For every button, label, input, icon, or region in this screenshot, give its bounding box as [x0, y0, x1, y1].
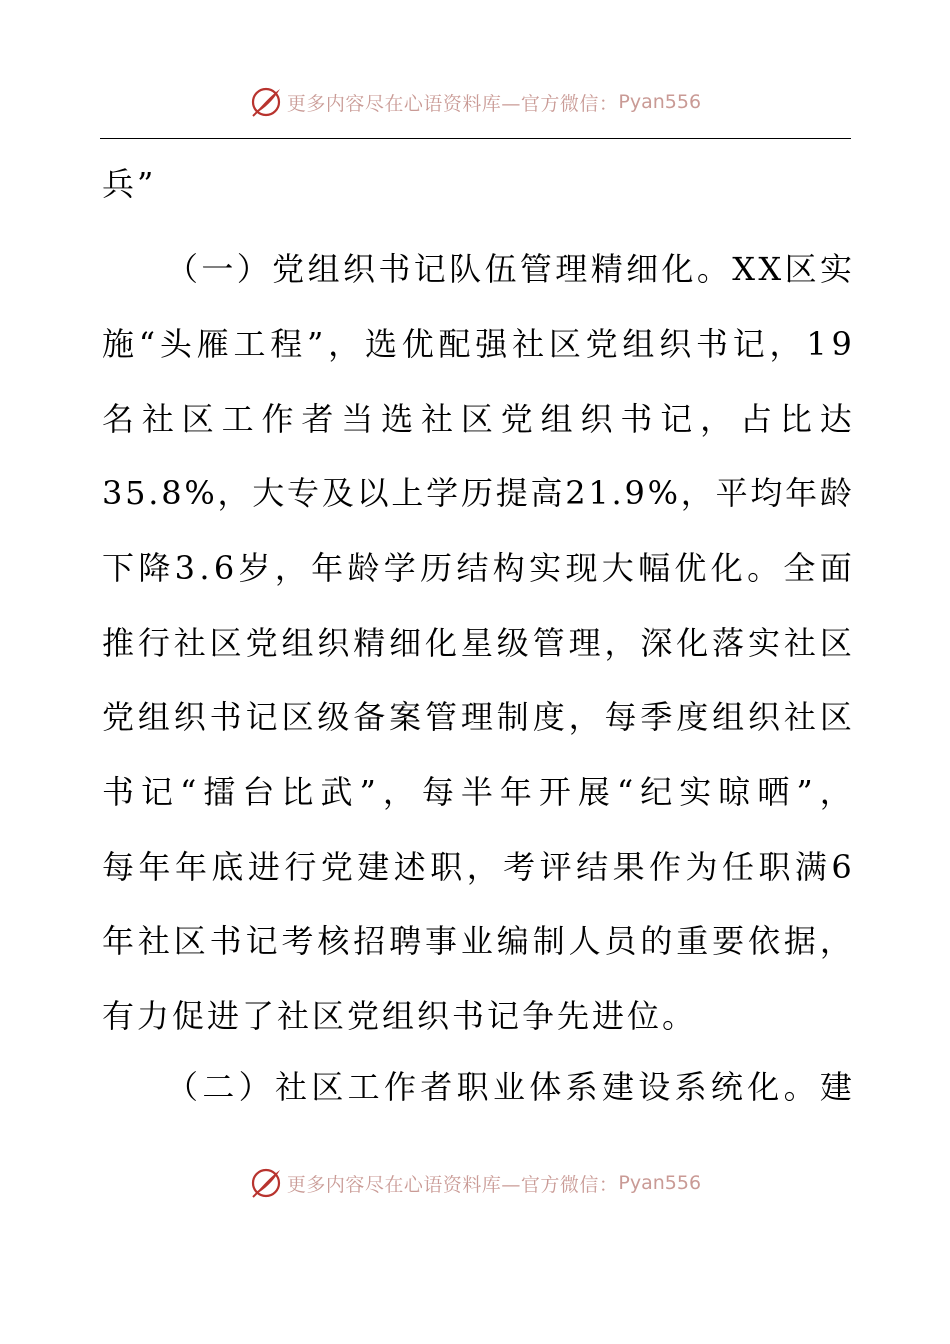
- banner-text: 更多内容尽在心语资料库—官方微信：: [286, 1173, 619, 1196]
- body-line: 党 组 织 书 记 区 级 备 案 管 理 制 度 ， 每 季 度 组 织 社 区: [102, 698, 852, 736]
- body-line: 施 “ 头 雁 工 程 ” ， 选 优 配 强 社 区 党 组 织 书 记 ， 1 9: [102, 325, 852, 363]
- quill-pen-logo-icon: [249, 1166, 283, 1200]
- wechat-id: Pyan556: [618, 91, 702, 113]
- body-line: 有力促进了社区党组织书记争先进位。: [102, 997, 698, 1035]
- wechat-id: Pyan556: [618, 1172, 702, 1194]
- body-line: 年 社 区 书 记 考 核 招 聘 事 业 编 制 人 员 的 重 要 依 据 ，: [102, 922, 852, 960]
- body-line: 每 年 年 底 进 行 党 建 述 职 ， 考 评 结 果 作 为 任 职 满 6: [102, 848, 852, 886]
- header-divider: [100, 138, 851, 139]
- body-line: 推 行 社 区 党 组 织 精 细 化 星 级 管 理 ， 深 化 落 实 社 区: [102, 624, 852, 662]
- section-heading-line: （ 一 ） 党 组 织 书 记 队 伍 管 理 精 细 化 。 X X 区 实: [166, 250, 852, 288]
- header-banner: [0, 82, 950, 122]
- body-line: 兵”: [102, 165, 157, 203]
- body-line: 书 记 “ 擂 台 比 武 ” ， 每 半 年 开 展 “ 纪 实 晾 晒 ” ，: [102, 773, 852, 811]
- footer-banner: [0, 1163, 950, 1203]
- body-line: 3 5 . 8 % ， 大 专 及 以 上 学 历 提 高 2 1 . 9 % ， 平 均 年 龄: [102, 474, 852, 512]
- banner-text: 更多内容尽在心语资料库—官方微信：: [286, 92, 619, 115]
- section-heading-line: （ 二 ） 社 区 工 作 者 职 业 体 系 建 设 系 统 化 。 建: [166, 1068, 852, 1106]
- body-line: 下 降 3 . 6 岁 ， 年 龄 学 历 结 构 实 现 大 幅 优 化 。 全 面: [102, 549, 852, 587]
- body-line: 名 社 区 工 作 者 当 选 社 区 党 组 织 书 记 ， 占 比 达: [102, 400, 852, 438]
- quill-pen-logo-icon: [249, 85, 283, 119]
